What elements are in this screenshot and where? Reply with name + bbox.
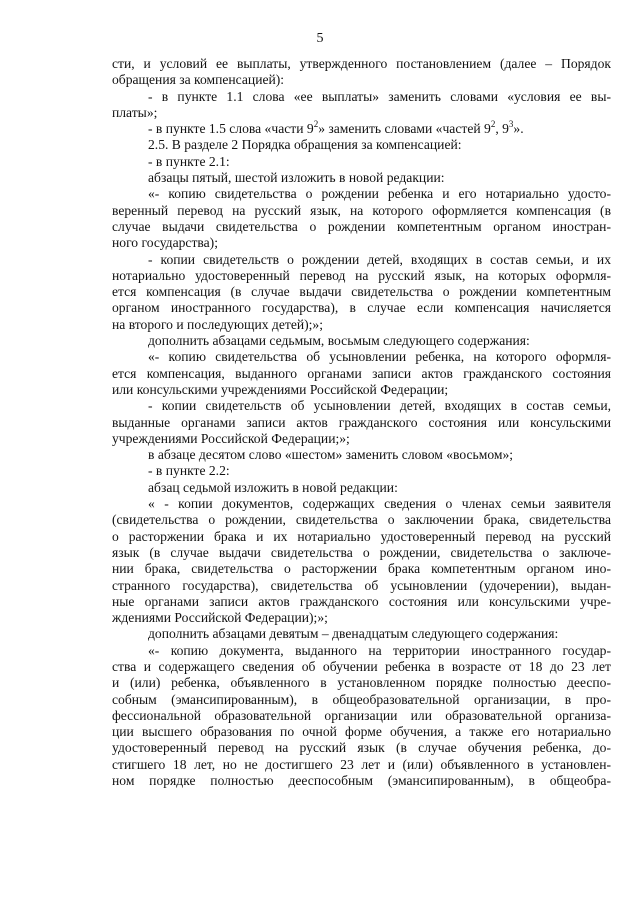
text-line: нотариально удостоверенный перевод на русский язык, на которых оформля-	[112, 267, 611, 283]
text-line: платы»;	[112, 104, 158, 120]
text-line: на второго и последующих детей);»;	[112, 316, 324, 332]
document-body	[112, 56, 611, 789]
text-line: сти, и условий ее выплаты, утвержденного постановлением (далее – Порядок	[112, 56, 611, 71]
text-line: ные органами записи актов гражданского состояния или консульскими учре-	[112, 593, 611, 609]
text-line: ного государства);	[112, 235, 218, 251]
text-line: «- копию документа, выданного на территории иностранного государ-	[148, 642, 611, 658]
text-line: случае выдачи свидетельства о рождении компетентным органом иностран-	[112, 218, 611, 234]
text-line: ства и содержащего сведения об обучении ребенка в возрасте от 18 до 23 лет	[112, 658, 611, 674]
text-line: - копии свидетельств о рождении детей, входящих в состав семьи, и их	[148, 251, 611, 267]
text-line: ждениями Российской Федерации);»;	[112, 610, 328, 626]
text-line: дополнить абзацами девятым – двенадцатым следующего содержания:	[148, 626, 559, 642]
text-line: ется компенсация (в случае выдачи свидетельства о рождении компетентным	[112, 284, 611, 300]
text-line: обращения за компенсацией):	[112, 72, 285, 88]
text-line: абзац седьмой изложить в новой редакции:	[148, 479, 398, 495]
text-line: выданные органами записи актов гражданского состояния или консульскими	[112, 414, 611, 430]
text-line: - в пункте 2.1:	[148, 153, 230, 169]
text-line: «- копию свидетельства о рождении ребенка и его нотариально удосто-	[148, 186, 611, 202]
text-line: ном порядке полностью дееспособным (эмансипированным), в общеобра-	[112, 773, 611, 789]
text-line: о расторжении брака и их нотариально удостоверенный перевод на русский	[112, 528, 611, 544]
page-number: 5	[316, 31, 324, 46]
text-line: дополнить абзацами седьмым, восьмым следующего содержания:	[148, 333, 530, 349]
text-line: (свидетельства о рождении, свидетельства о заключении брака, свидетельства	[112, 512, 611, 528]
text-line: в абзаце десятом слово «шестом» заменить словом «восьмом»;	[148, 447, 514, 463]
text-line: - в пункте 2.2:	[148, 463, 230, 479]
text-line: или консульскими учреждениями Российской Федерации;	[112, 381, 449, 397]
text-line: веренный перевод на русский язык, на которого оформляется компенсация (в	[112, 202, 611, 218]
text-line: учреждениями Российской Федерации;»;	[112, 430, 350, 446]
text-line: собным (эмансипированным), в общеобразовательной организации, в про-	[112, 691, 611, 707]
text-line: фессиональной образовательной организации или образовательной организа-	[112, 707, 611, 723]
text-line: - в пункте 1.5 слова «части $9^2$» заменить словами «частей $9^2$, $9^3$».	[148, 118, 524, 137]
text-line: ции высшего образования по очной форме обучения, а также его нотариально	[112, 724, 611, 740]
text-line: абзацы пятый, шестой изложить в новой редакции:	[148, 170, 445, 186]
text-line: «- копию свидетельства об усыновлении ребенка, на которого оформля-	[148, 349, 611, 365]
text-line: - в пункте 1.1 слова «ее выплаты» заменить словами «условия ее вы-	[148, 88, 611, 104]
text-line: 2.5. В разделе 2 Порядка обращения за компенсацией:	[148, 137, 462, 153]
text-line: и (или) ребенка, объявленного в установленном порядке полностью дееспо-	[112, 675, 611, 691]
text-line: ется компенсация, выданного органами записи актов гражданского состояния	[112, 365, 611, 381]
text-line: удостоверенный перевод на русский язык (в случае обучения ребенка, до-	[112, 740, 611, 756]
text-line: язык (в случае выдачи свидетельства о рождении, свидетельства о заключе-	[112, 544, 611, 560]
text-line: нии брака, свидетельства о расторжении брака компетентным органом ино-	[112, 561, 611, 577]
text-line: странного государства), свидетельства об усыновлении (удочерении), выдан-	[112, 577, 611, 593]
text-line: - копии свидетельств об усыновлении детей, входящих в состав семьи,	[148, 398, 611, 414]
text-line: « - копии документов, содержащих сведения о членах семьи заявителя	[148, 496, 611, 512]
text-line: органом иностранного государства), в случае если компенсация начисляется	[112, 300, 611, 316]
text-line: стигшего 18 лет, но не достигшего 23 лет и (или) объявленного в установлен-	[112, 756, 611, 772]
